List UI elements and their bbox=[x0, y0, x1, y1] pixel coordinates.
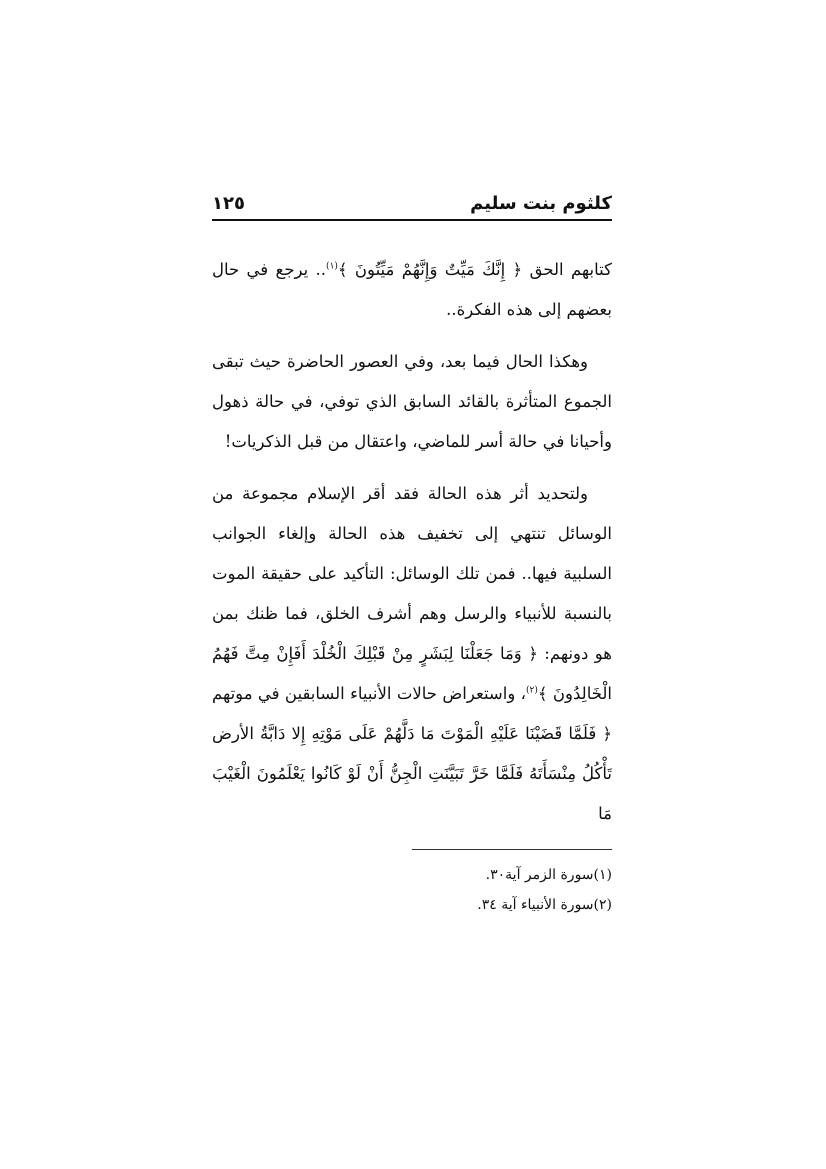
paragraph-1-after: .. يرجع في حال بعضهم إلى هذه الفكرة.. bbox=[212, 260, 612, 319]
header-rule bbox=[212, 219, 612, 221]
chapter-title: كلثوم بنت سليم bbox=[470, 193, 612, 214]
page-number: ١٢٥ bbox=[212, 193, 245, 214]
running-header bbox=[212, 186, 612, 214]
footnotes bbox=[212, 860, 612, 920]
footnote-2: (٢)سورة الأنبياء آية ٣٤. bbox=[477, 897, 612, 913]
paragraph-1-before: كتابهم الحق bbox=[522, 260, 612, 279]
footnote-ref-2[interactable]: (٢) bbox=[526, 685, 538, 696]
footnote-ref-1[interactable]: (١) bbox=[326, 261, 338, 272]
paragraph-2: وهكذا الحال فيما بعد، وفي العصور الحاضرة حيث تبقى الجموع المتأثرة بالقائد السابق الذي توفي، في حالة ذهول وأحيانا في حالة أسر للماضي، واعتقال من قبل الذكريات! bbox=[212, 352, 612, 451]
book-page bbox=[212, 0, 612, 1169]
quran-quote-1: ﴿ إِنَّكَ مَيِّتٌ وَإِنَّهُمْ مَيِّتُونَ ﴾ bbox=[337, 260, 523, 279]
quran-quote-2: ﴿ وَمَا جَعَلْنَا لِبَشَرٍ مِنْ قَبْلِكَ الْخُلْدَ أَفَإِنْ مِتَّ فَهُمُ الْخَالِدُونَ ﴾ bbox=[212, 644, 612, 703]
paragraph-3 bbox=[212, 474, 612, 834]
paragraph-3-before: ولتحديد أثر هذه الحالة فقد أقر الإسلام مجموعة من الوسائل تنتهي إلى تخفيف هذه الحالة وإلغاء الجوانب السلبية فيها.. فمن تلك الوسائل: التأكيد على حقيقة الموت بالنسبة للأنبياء والرسل وهم أشرف الخلق، فما ظنك بمن هو دونهم: bbox=[212, 484, 612, 663]
body-text bbox=[212, 250, 612, 846]
paragraph-3-middle: ، واستعراض حالات الأنبياء السابقين في موتهم bbox=[212, 684, 527, 703]
paragraph-1 bbox=[212, 250, 612, 330]
footnote-rule bbox=[412, 849, 612, 850]
footnote-1: (١)سورة الزمر آية٣٠. bbox=[485, 867, 612, 883]
quran-quote-3: ﴿ فَلَمَّا قَضَيْنَا عَلَيْهِ الْمَوْتَ مَا دَلَّهُمْ عَلَى مَوْتِهِ إِلا دَابَّةُ الأرض تَأْكُلُ مِنْسَأَتَهُ فَلَمَّا خَرَّ تَبَيَّنَتِ الْجِنُّ أَنْ لَوْ كَانُوا يَعْلَمُونَ الْغَيْبَ مَا bbox=[212, 724, 612, 823]
